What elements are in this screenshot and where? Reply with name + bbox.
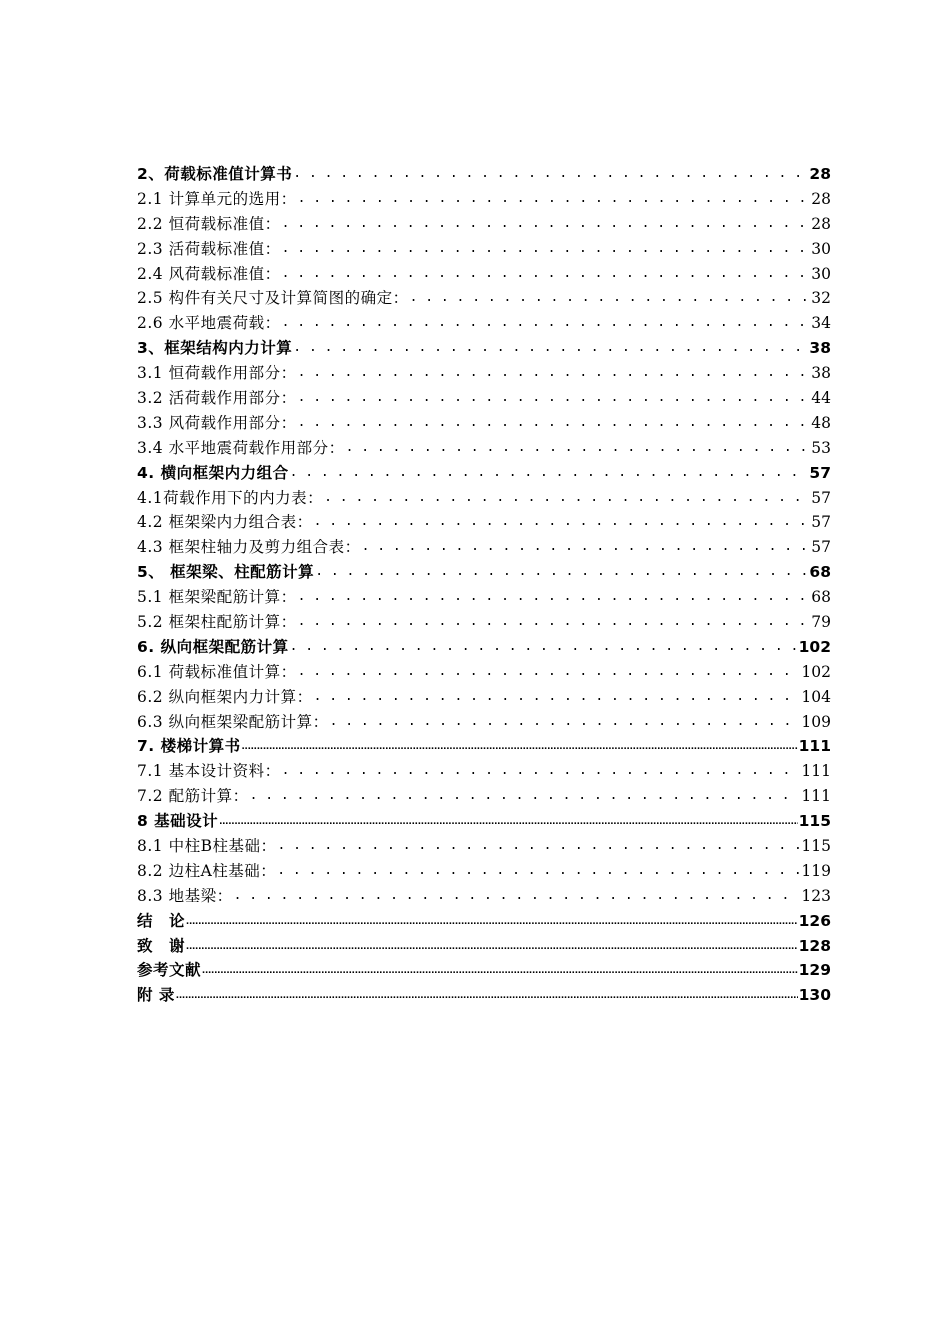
toc-entry-page-number: 109 xyxy=(801,712,831,731)
toc-dot-leader xyxy=(314,510,811,535)
toc-entry-title: 5.2 框架柱配筋计算： xyxy=(137,613,297,632)
toc-entry-page-number: 57 xyxy=(811,488,831,507)
toc-entry-title: 4.1荷载作用下的内力表： xyxy=(137,488,324,507)
toc-entry[interactable] xyxy=(137,560,831,585)
toc-dot-leader xyxy=(293,336,808,361)
toc-dot-leader xyxy=(315,560,808,585)
toc-entry-page-number: 30 xyxy=(811,264,831,283)
toc-entry-page-number: 28 xyxy=(811,189,831,208)
toc-entry[interactable] xyxy=(137,710,831,735)
toc-entry[interactable] xyxy=(137,660,831,685)
toc-entry-page-number: 32 xyxy=(811,289,831,308)
toc-dot-leader xyxy=(330,710,801,735)
toc-entry-title: 5.1 框架梁配筋计算： xyxy=(137,588,297,607)
toc-entry-page-number: 34 xyxy=(811,314,831,333)
toc-entry[interactable] xyxy=(137,336,831,361)
toc-entry-title: 6.1 荷载标准值计算： xyxy=(137,662,297,681)
toc-entry-page-number: 128 xyxy=(798,936,831,955)
toc-entry[interactable] xyxy=(137,934,831,959)
toc-entry-title: 2、荷载标准值计算书 xyxy=(137,164,293,183)
toc-entry[interactable] xyxy=(137,212,831,237)
toc-entry-title: 4.3 框架柱轴力及剪力组合表： xyxy=(137,538,361,557)
toc-dot-leader xyxy=(346,436,811,461)
toc-entry-title: 8.2 边柱A柱基础： xyxy=(137,861,277,880)
toc-entry[interactable] xyxy=(137,162,831,187)
toc-entry[interactable] xyxy=(137,859,831,884)
toc-entry-page-number: 53 xyxy=(811,438,831,457)
toc-dot-leader xyxy=(250,784,801,809)
toc-dot-leader xyxy=(293,162,808,187)
toc-entry-page-number: 111 xyxy=(798,737,831,756)
toc-entry-title: 6.2 纵向框架内力计算： xyxy=(137,687,313,706)
toc-entry-title: 致 谢 xyxy=(137,936,186,955)
toc-entry-title: 2.6 水平地震荷载： xyxy=(137,314,281,333)
toc-entry[interactable] xyxy=(137,610,831,635)
toc-entry-page-number: 48 xyxy=(811,413,831,432)
toc-entry-page-number: 68 xyxy=(809,563,831,582)
toc-dot-leader xyxy=(298,585,811,610)
toc-dot-leader xyxy=(298,386,811,411)
toc-entry-title: 3.4 水平地震荷载作用部分： xyxy=(137,438,345,457)
toc-entry-page-number: 68 xyxy=(811,588,831,607)
toc-entry[interactable] xyxy=(137,983,831,1008)
toc-entry-page-number: 38 xyxy=(811,364,831,383)
toc-entry-title: 3.3 风荷载作用部分： xyxy=(137,413,297,432)
toc-entry-page-number: 28 xyxy=(811,214,831,233)
toc-entry-title: 结 论 xyxy=(137,911,186,930)
toc-entry-page-number: 30 xyxy=(811,239,831,258)
toc-entry-title: 6. 纵向框架配筋计算 xyxy=(137,637,289,656)
toc-entry-title: 4.2 框架梁内力组合表： xyxy=(137,513,313,532)
toc-entry-title: 2.5 构件有关尺寸及计算简图的确定： xyxy=(137,289,409,308)
toc-entry-title: 3.1 恒荷载作用部分： xyxy=(137,364,297,383)
toc-entry-title: 2.1 计算单元的选用： xyxy=(137,189,297,208)
toc-entry[interactable] xyxy=(137,685,831,710)
toc-entry-title: 8.1 中柱B柱基础： xyxy=(137,837,277,856)
toc-entry-page-number: 123 xyxy=(801,886,831,905)
toc-dot-leader xyxy=(324,486,810,511)
toc-entry[interactable] xyxy=(137,834,831,859)
toc-entry[interactable] xyxy=(137,759,831,784)
toc-entry-title: 3、框架结构内力计算 xyxy=(137,339,293,358)
toc-entry-title: 2.2 恒荷载标准值： xyxy=(137,214,281,233)
toc-entry-page-number: 57 xyxy=(809,463,831,482)
toc-dot-leader xyxy=(176,983,798,1008)
toc-dot-leader xyxy=(298,187,811,212)
toc-dot-leader xyxy=(298,411,811,436)
toc-entry-page-number: 126 xyxy=(798,911,831,930)
toc-entry[interactable] xyxy=(137,311,831,336)
toc-entry[interactable] xyxy=(137,286,831,311)
toc-entry[interactable] xyxy=(137,436,831,461)
toc-entry[interactable] xyxy=(137,784,831,809)
toc-entry[interactable] xyxy=(137,386,831,411)
toc-entry-page-number: 111 xyxy=(801,762,831,781)
toc-dot-leader xyxy=(202,959,798,984)
toc-entry[interactable] xyxy=(137,734,831,759)
toc-entry[interactable] xyxy=(137,461,831,486)
toc-entry[interactable] xyxy=(137,909,831,934)
toc-entry-page-number: 79 xyxy=(811,613,831,632)
toc-entry-page-number: 130 xyxy=(798,986,831,1005)
toc-entry[interactable] xyxy=(137,959,831,984)
toc-dot-leader xyxy=(282,759,801,784)
toc-entry[interactable] xyxy=(137,262,831,287)
toc-entry[interactable] xyxy=(137,635,831,660)
toc-entry-title: 8.3 地基梁： xyxy=(137,886,233,905)
toc-entry[interactable] xyxy=(137,187,831,212)
toc-entry-page-number: 115 xyxy=(801,837,831,856)
toc-entry-page-number: 44 xyxy=(811,389,831,407)
toc-dot-leader xyxy=(282,262,811,287)
toc-dot-leader xyxy=(219,809,797,834)
toc-entry-title: 7.2 配筋计算： xyxy=(137,787,249,806)
toc-entry[interactable] xyxy=(137,486,831,511)
toc-dot-leader xyxy=(314,685,801,710)
toc-entry-page-number: 57 xyxy=(811,513,831,532)
toc-dot-leader xyxy=(186,934,798,959)
toc-entry[interactable] xyxy=(137,361,831,386)
toc-entry-title: 6.3 纵向框架梁配筋计算： xyxy=(137,712,329,731)
toc-entry-page-number: 129 xyxy=(798,961,831,980)
table-of-contents xyxy=(137,162,831,1008)
toc-entry[interactable] xyxy=(137,535,831,560)
toc-dot-leader xyxy=(362,535,811,560)
toc-dot-leader xyxy=(242,734,798,759)
toc-entry-page-number: 115 xyxy=(798,812,831,831)
toc-entry-title: 2.4 风荷载标准值： xyxy=(137,264,281,283)
toc-entry-page-number: 119 xyxy=(801,861,831,880)
toc-dot-leader xyxy=(186,909,798,934)
toc-entry[interactable] xyxy=(137,809,831,834)
toc-entry[interactable] xyxy=(137,411,831,436)
toc-entry[interactable] xyxy=(137,884,831,909)
toc-dot-leader xyxy=(298,660,801,685)
toc-dot-leader xyxy=(234,884,801,909)
toc-entry[interactable] xyxy=(137,510,831,535)
toc-entry-page-number: 111 xyxy=(801,787,831,806)
toc-entry-title: 参考文献 xyxy=(137,961,202,980)
toc-entry-page-number: 28 xyxy=(809,164,831,183)
toc-dot-leader xyxy=(298,361,811,386)
toc-dot-leader xyxy=(282,212,811,237)
toc-entry-title: 附 录 xyxy=(137,986,175,1005)
toc-entry[interactable] xyxy=(137,585,831,610)
toc-dot-leader xyxy=(290,635,798,660)
toc-dot-leader xyxy=(282,237,811,262)
toc-entry-title: 2.3 活荷载标准值： xyxy=(137,239,281,258)
toc-entry-title: 4. 横向框架内力组合 xyxy=(137,463,289,482)
toc-dot-leader xyxy=(290,461,809,486)
toc-entry-page-number: 102 xyxy=(801,662,831,681)
toc-dot-leader xyxy=(277,859,800,884)
toc-dot-leader xyxy=(282,311,811,336)
toc-entry-title: 7.1 基本设计资料： xyxy=(137,762,281,781)
toc-entry-title: 8 基础设计 xyxy=(137,812,219,831)
toc-entry-page-number: 102 xyxy=(798,637,831,656)
toc-entry-title: 3.2 活荷载作用部分： xyxy=(137,389,297,407)
toc-entry-page-number: 38 xyxy=(809,339,831,358)
toc-entry-page-number: 57 xyxy=(811,538,831,557)
toc-entry-title: 7. 楼梯计算书 xyxy=(137,737,241,756)
toc-entry-title: 5、 框架梁、柱配筋计算 xyxy=(137,563,315,582)
toc-entry[interactable] xyxy=(137,237,831,262)
toc-dot-leader xyxy=(277,834,800,859)
toc-dot-leader xyxy=(298,610,811,635)
toc-entry-page-number: 104 xyxy=(801,687,831,706)
toc-dot-leader xyxy=(410,286,811,311)
